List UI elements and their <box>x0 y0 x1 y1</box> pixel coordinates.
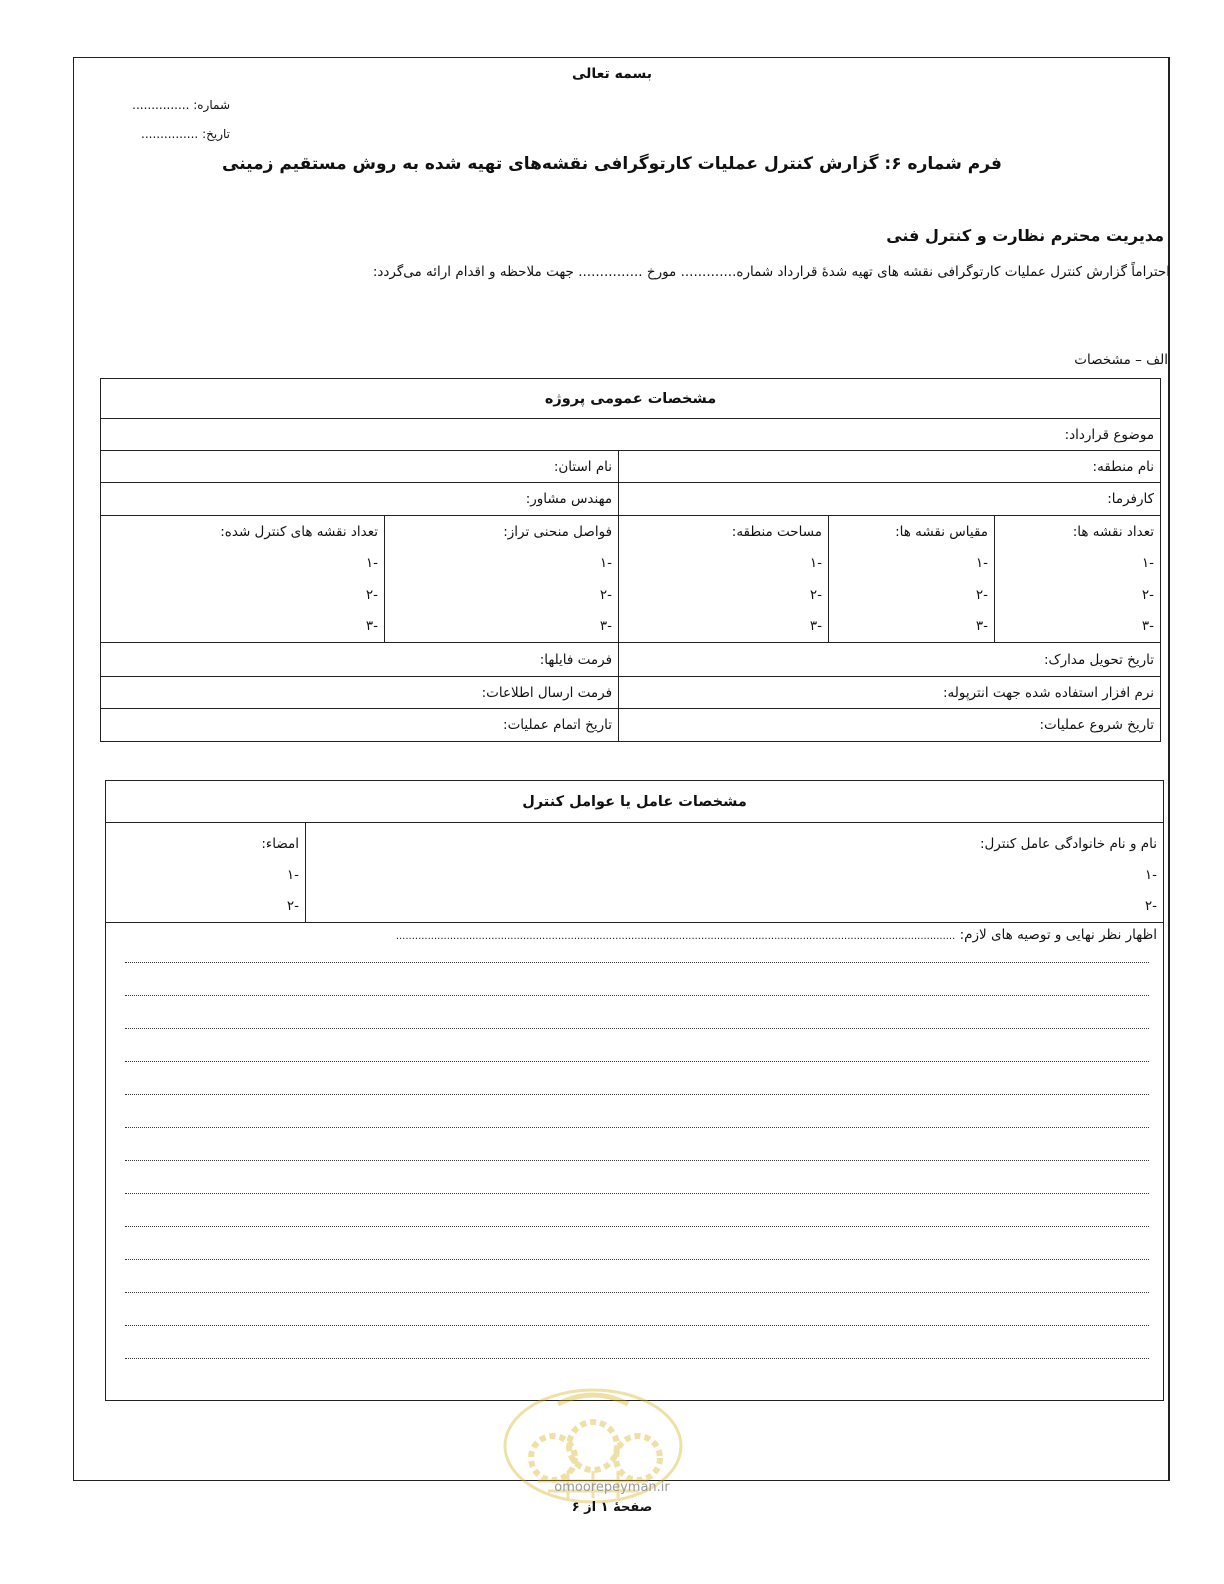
cell-r3-c1[interactable]: -۳ <box>995 611 1161 643</box>
writing-line[interactable] <box>125 1094 1149 1095</box>
cell-r3-c4[interactable]: -۳ <box>385 611 619 643</box>
employer-cell[interactable] <box>619 483 1161 516</box>
writing-line[interactable] <box>125 1127 1149 1128</box>
signature-row-1: -۱ <box>286 867 300 883</box>
cell-r2-c3[interactable]: -۲ <box>619 579 829 611</box>
writing-line[interactable] <box>125 1193 1149 1194</box>
cell-r3-c2[interactable]: -۳ <box>829 611 995 643</box>
writing-line[interactable] <box>125 1292 1149 1293</box>
final-opinion-label: اظهار نظر نهایی و توصیه های لازم: <box>959 927 1158 943</box>
col-contour-interval: فواصل منحنی تراز: <box>385 516 619 548</box>
region-name-label: نام منطقه: <box>1092 458 1155 475</box>
interpolation-software-label: نرم افزار استفاده شده جهت انترپوله: <box>942 684 1155 701</box>
signature-label: امضاء: <box>261 836 300 852</box>
watermark-url: omoorepeyman.ir <box>554 1480 670 1495</box>
info-format-label: فرمت ارسال اطلاعات: <box>481 684 613 701</box>
writing-line[interactable] <box>125 1028 1149 1029</box>
project-table <box>100 378 1161 742</box>
writing-line[interactable] <box>125 1358 1149 1359</box>
agent-name-label: نام و نام خانوادگی عامل کنترل: <box>979 836 1158 852</box>
writing-line[interactable] <box>125 1226 1149 1227</box>
cell-r2-c4[interactable]: -۲ <box>385 579 619 611</box>
number-field <box>132 98 230 112</box>
writing-line[interactable] <box>125 1061 1149 1062</box>
col-map-scale: مقیاس نقشه ها: <box>829 516 995 548</box>
cell-r1-c3[interactable]: -۱ <box>619 548 829 579</box>
cell-r3-c5[interactable]: -۳ <box>101 611 385 643</box>
control-table-header: مشخصات عامل یا عوامل کنترل <box>106 781 1164 823</box>
start-date-cell[interactable] <box>619 709 1161 742</box>
region-name-cell[interactable] <box>619 451 1161 483</box>
cell-r2-c5[interactable]: -۲ <box>101 579 385 611</box>
end-date-label: تاریخ اتمام عملیات: <box>503 717 613 733</box>
province-name-label: نام استان: <box>553 458 613 475</box>
col-controlled-maps: تعداد نقشه های کنترل شده: <box>101 516 385 548</box>
contract-subject-cell[interactable] <box>101 419 1161 451</box>
consulting-engineer-cell[interactable] <box>101 483 619 516</box>
end-date-cell[interactable] <box>101 709 619 742</box>
date-field <box>141 127 230 141</box>
file-format-cell[interactable] <box>101 643 619 677</box>
writing-line[interactable] <box>125 1259 1149 1260</box>
delivery-date-cell[interactable] <box>619 643 1161 677</box>
date-dots: ............... <box>141 127 199 141</box>
employer-label: کارفرما: <box>1107 491 1155 507</box>
control-table <box>105 780 1164 1401</box>
file-format-label: فرمت فایلها: <box>539 651 613 668</box>
consulting-engineer-label: مهندس مشاور: <box>525 491 613 507</box>
letter-body: احتراماً گزارش کنترل عملیات کارتوگرافی نقشه های تهیه شدهٔ قرارداد شماره............. مورخ ............... جهت ملاحظه و اقدام ارائه می‌گردد: <box>372 264 1170 280</box>
delivery-date-label: تاریخ تحویل مدارک: <box>1043 651 1155 668</box>
basmala: بسمه تعالی <box>571 66 653 82</box>
signature-cell[interactable] <box>106 823 306 923</box>
cell-r2-c2[interactable]: -۲ <box>829 579 995 611</box>
agent-name-cell[interactable] <box>306 823 1164 923</box>
cell-r2-c1[interactable]: -۲ <box>995 579 1161 611</box>
col-map-count: تعداد نقشه ها: <box>995 516 1161 548</box>
form-title: فرم شماره ۶: گزارش کنترل عملیات کارتوگرافی نقشه‌های تهیه شده به روش مستقیم زمینی <box>222 154 1002 174</box>
page-number: صفحهٔ ۱ از ۶ <box>571 1500 653 1515</box>
contract-subject-label: موضوع قرارداد: <box>1064 426 1155 443</box>
section-title: الف – مشخصات <box>1074 352 1168 368</box>
cell-r1-c4[interactable]: -۱ <box>385 548 619 579</box>
recipient: مدیریت محترم نظارت و کنترل فنی <box>886 226 1164 245</box>
cell-r3-c3[interactable]: -۳ <box>619 611 829 643</box>
info-format-cell[interactable] <box>101 677 619 709</box>
writing-line[interactable] <box>125 962 1149 963</box>
col-region-area: مساحت منطقه: <box>619 516 829 548</box>
cell-r1-c5[interactable]: -۱ <box>101 548 385 579</box>
agent-row-1: -۱ <box>1144 867 1158 883</box>
number-dots: ............... <box>132 98 190 112</box>
province-name-cell[interactable] <box>101 451 619 483</box>
agent-row-2: -۲ <box>1144 898 1158 914</box>
writing-line[interactable] <box>125 995 1149 996</box>
interpolation-software-cell[interactable] <box>619 677 1161 709</box>
writing-line[interactable] <box>125 1160 1149 1161</box>
project-table-header: مشخصات عمومی پروژه <box>101 379 1161 419</box>
date-label: تاریخ: <box>202 127 230 141</box>
signature-row-2: -۲ <box>286 898 300 914</box>
writing-line[interactable] <box>125 1325 1149 1326</box>
final-opinion-dots: ................................................................................................................................................................................ <box>395 931 956 942</box>
cell-r1-c1[interactable]: -۱ <box>995 548 1161 579</box>
cell-r1-c2[interactable]: -۱ <box>829 548 995 579</box>
start-date-label: تاریخ شروع عملیات: <box>1039 717 1155 733</box>
number-label: شماره: <box>193 98 230 112</box>
